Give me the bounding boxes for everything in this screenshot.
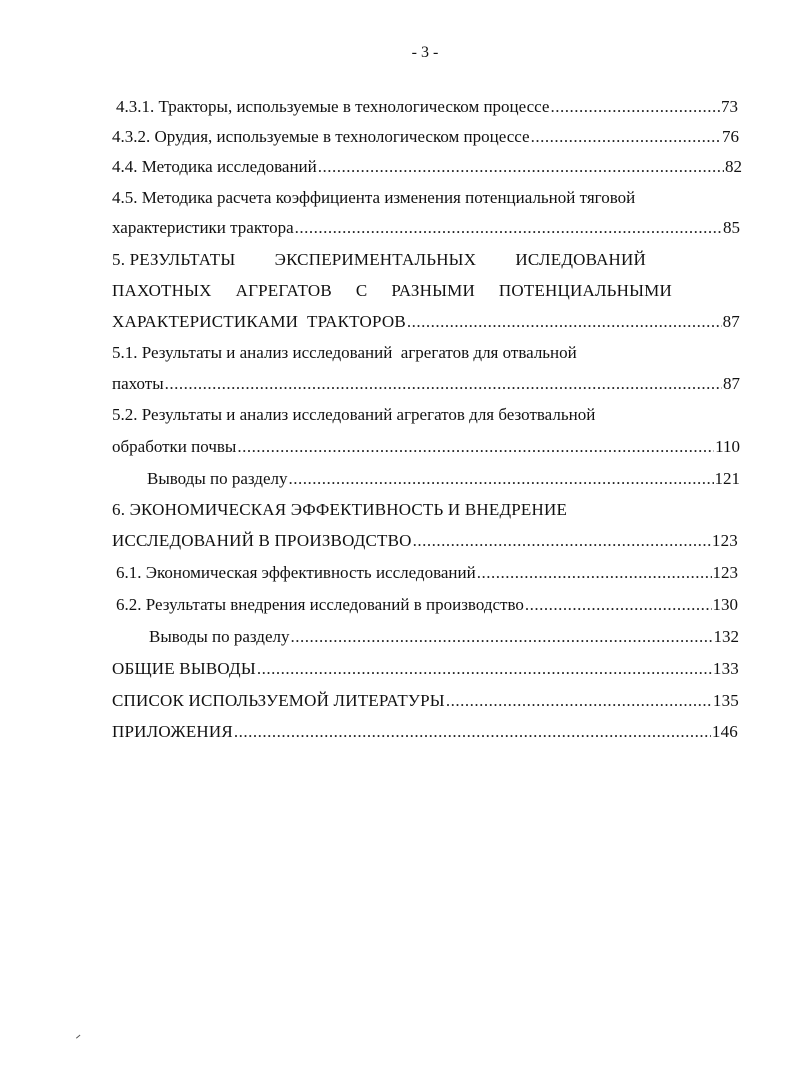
toc-leader-dots bbox=[531, 122, 721, 152]
toc-leader-dots bbox=[477, 558, 712, 588]
toc-entry-title: ОБЩИЕ ВЫВОДЫ bbox=[112, 659, 256, 678]
toc-leader-dots bbox=[407, 307, 722, 337]
toc-entry-chapter-5 bbox=[112, 307, 740, 337]
toc-entry-4-4 bbox=[112, 152, 742, 182]
toc-entry-chapter-6 bbox=[112, 526, 738, 556]
toc-leader-dots bbox=[318, 152, 724, 182]
toc-entry-page: 133 bbox=[712, 659, 739, 678]
toc-leader-dots bbox=[295, 213, 722, 243]
toc-entry-title: Выводы по разделу bbox=[147, 469, 288, 488]
toc-word: ИСЛЕДОВАНИЙ bbox=[515, 250, 646, 269]
toc-word: ПАХОТНЫХ bbox=[112, 281, 212, 300]
toc-entry-title: СПИСОК ИСПОЛЬЗУЕМОЙ ЛИТЕРАТУРЫ bbox=[112, 691, 445, 710]
toc-entry-conclusions-6 bbox=[149, 622, 739, 652]
toc-entry-page: 121 bbox=[714, 469, 740, 488]
toc-leader-dots bbox=[290, 622, 712, 652]
toc-entry-page: 146 bbox=[711, 722, 738, 741]
toc-leader-dots bbox=[525, 590, 712, 620]
toc-leader-dots bbox=[413, 526, 711, 556]
toc-entry-page: 123 bbox=[711, 531, 738, 550]
toc-entry-6-2 bbox=[116, 590, 738, 620]
toc-word: ПОТЕНЦИАЛЬНЫМИ bbox=[498, 281, 672, 300]
toc-entry-4-5 bbox=[112, 213, 740, 243]
toc-entry-4-5-title: 4.5. Методика расчета коэффициента изменения потенциальной тяговой bbox=[112, 188, 636, 207]
toc-entry-title: пахоты bbox=[112, 374, 164, 393]
toc-leader-dots bbox=[288, 464, 713, 494]
toc-entry-title: характеристики трактора bbox=[112, 218, 294, 237]
toc-leader-dots bbox=[237, 432, 714, 462]
toc-entry-page: 73 bbox=[721, 97, 738, 116]
toc-entry-6-1 bbox=[116, 558, 738, 588]
toc-chapter-6-line-1: 6. ЭКОНОМИЧЕСКАЯ ЭФФЕКТИВНОСТЬ И ВНЕДРЕНИЕ bbox=[112, 500, 568, 519]
page-number: - 3 - bbox=[411, 44, 439, 61]
toc-chapter-5-line-1 bbox=[112, 245, 646, 275]
toc-entry-page: 130 bbox=[712, 595, 738, 614]
toc-word: С bbox=[355, 281, 368, 300]
scan-speck bbox=[76, 1035, 81, 1040]
toc-entry-title: ПРИЛОЖЕНИЯ bbox=[112, 722, 233, 741]
toc-entry-title: ХАРАКТЕРИСТИКАМИ ТРАКТОРОВ bbox=[112, 312, 406, 331]
toc-entry-4-3-1 bbox=[116, 92, 738, 122]
toc-entry-5-1 bbox=[112, 369, 740, 399]
toc-entry-page: 87 bbox=[723, 374, 740, 393]
toc-entry-page: 82 bbox=[725, 157, 742, 176]
toc-entry-title: 4.3.1. Тракторы, используемые в технологическом процессе bbox=[116, 97, 550, 116]
toc-entry-title: 4.4. Методика исследований bbox=[112, 157, 317, 176]
toc-leader-dots bbox=[234, 717, 711, 747]
toc-entry-page: 76 bbox=[722, 127, 739, 146]
toc-leader-dots bbox=[165, 369, 722, 399]
toc-entry-page: 87 bbox=[722, 312, 740, 331]
toc-word: 5. РЕЗУЛЬТАТЫ bbox=[112, 250, 236, 269]
toc-leader-dots bbox=[550, 92, 720, 122]
toc-entry-5-1-title: 5.1. Результаты и анализ исследований агрегатов для отвальной bbox=[112, 343, 577, 362]
toc-entry-4-3-2 bbox=[112, 122, 739, 152]
toc-entry-page: 132 bbox=[713, 627, 739, 646]
toc-entry-title: 4.3.2. Орудия, используемые в технологическом процессе bbox=[112, 127, 530, 146]
toc-entry-page: 110 bbox=[715, 437, 740, 456]
toc-entry-title: ИССЛЕДОВАНИЙ В ПРОИЗВОДСТВО bbox=[112, 531, 412, 550]
toc-entry-page: 123 bbox=[712, 563, 738, 582]
toc-entry-title: обработки почвы bbox=[112, 437, 237, 456]
toc-entry-conclusions-5 bbox=[147, 464, 740, 494]
toc-entry-general-conclusions bbox=[112, 654, 739, 684]
toc-leader-dots bbox=[257, 654, 712, 684]
toc-entry-title: 6.2. Результаты внедрения исследований в производство bbox=[116, 595, 524, 614]
toc-entry-5-2-title: 5.2. Результаты и анализ исследований агрегатов для безотвальной bbox=[112, 405, 596, 424]
toc-entry-5-2 bbox=[112, 432, 740, 462]
toc-entry-title: Выводы по разделу bbox=[149, 627, 290, 646]
toc-entry-references bbox=[112, 686, 739, 716]
toc-leader-dots bbox=[446, 686, 712, 716]
toc-entry-title: 6.1. Экономическая эффективность исследований bbox=[116, 563, 476, 582]
toc-chapter-5-line-2 bbox=[112, 276, 672, 306]
toc-word: РАЗНЫМИ bbox=[391, 281, 475, 300]
toc-entry-page: 85 bbox=[723, 218, 740, 237]
toc-word: АГРЕГАТОВ bbox=[235, 281, 332, 300]
toc-entry-appendices bbox=[112, 717, 738, 747]
toc-entry-page: 135 bbox=[712, 691, 739, 710]
toc-word: ЭКСПЕРИМЕНТАЛЬНЫХ bbox=[274, 250, 477, 269]
